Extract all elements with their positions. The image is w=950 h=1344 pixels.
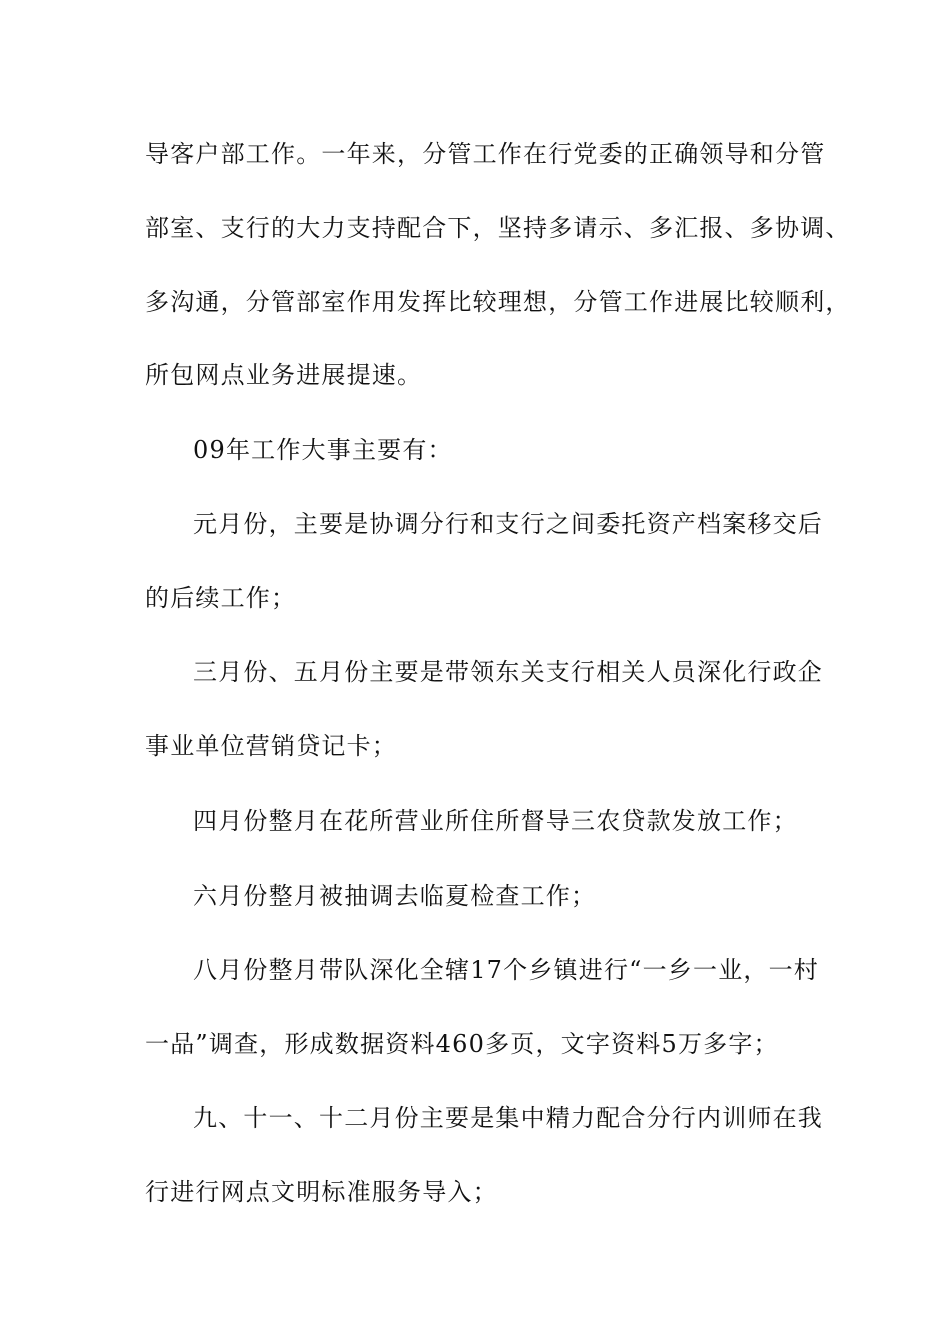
text-line: 部室、支行的大力支持配合下，坚持多请示、多汇报、多协调、 [145, 214, 851, 242]
text-line: 一品”调查，形成数据资料460多页，文字资料5万多字； [145, 1030, 779, 1058]
text-line: 四月份整月在花所营业所住所督导三农贷款发放工作； [193, 807, 798, 835]
text-line: 行进行网点文明标准服务导入； [145, 1178, 498, 1206]
text-line: 八月份整月带队深化全辖17个乡镇进行“一乡一业，一村 [193, 956, 820, 984]
text-line: 事业单位营销贷记卡； [145, 732, 397, 760]
text-line: 三月份、五月份主要是带领东关支行相关人员深化行政企 [193, 658, 823, 686]
text-line: 多沟通，分管部室作用发挥比较理想，分管工作进展比较顺利， [145, 288, 851, 316]
text-line: 六月份整月被抽调去临夏检查工作； [193, 882, 597, 910]
text-line: 的后续工作； [145, 584, 297, 612]
text-line: 09年工作大事主要有： [193, 436, 453, 464]
text-line: 导客户部工作。一年来，分管工作在行党委的正确领导和分管 [145, 140, 826, 168]
text-line: 元月份，主要是协调分行和支行之间委托资产档案移交后 [193, 510, 823, 538]
text-line: 九、十一、十二月份主要是集中精力配合分行内训师在我 [193, 1104, 823, 1132]
text-line: 所包网点业务进展提速。 [145, 361, 423, 389]
